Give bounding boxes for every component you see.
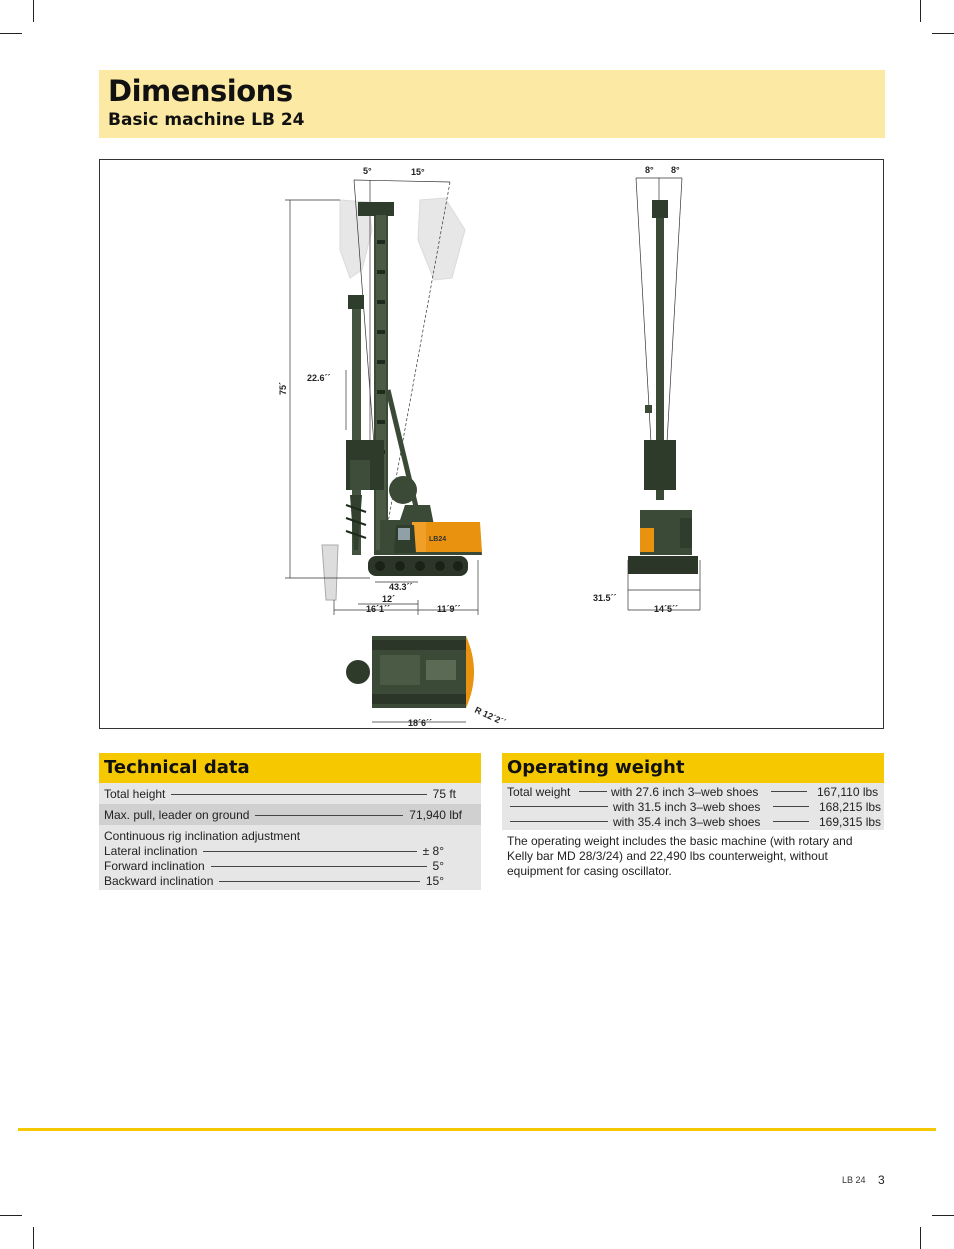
page-number: 3 [878, 1173, 885, 1187]
inclination-backward: Backward inclination 15° [104, 873, 444, 888]
technical-data-header [99, 753, 481, 783]
side-view [278, 166, 482, 615]
angle-backward-label: 15° [411, 167, 425, 177]
operating-weight-note: The operating weight includes the basic machine (with rotary and Kelly bar MD 28/3/24) and 22,490 lbs counterweight, without equipment for casing oscillator. [507, 834, 853, 878]
track-width-label: 14´5´´ [654, 604, 679, 614]
operating-weight-panel [502, 753, 884, 879]
tail-radius-label: R 12´2´´ [473, 704, 508, 728]
inclination-forward: Forward inclination 5° [104, 858, 444, 873]
page-header [99, 70, 885, 138]
front-view [593, 165, 700, 614]
angle-left-label: 8° [645, 165, 654, 175]
crop-mark [932, 1215, 954, 1216]
footer-model: LB 24 [842, 1175, 866, 1185]
page-subtitle: Basic machine LB 24 [108, 110, 305, 130]
tech-row-total-height: Total height 75 ft [99, 783, 481, 804]
weight-row: with 35.4 inch 3–web shoes 169,315 lbs [502, 814, 884, 829]
weight-row: Total weight with 27.6 inch 3–web shoes 167,110 lbs [507, 784, 879, 799]
operating-weight-header [502, 753, 884, 783]
operating-weight-table [502, 783, 884, 830]
technical-data-panel [99, 753, 481, 890]
crop-mark [33, 1227, 34, 1249]
ground-clearance-label: 31.5´´ [593, 593, 617, 603]
page-title: Dimensions [108, 74, 293, 108]
machine-drawings-svg [100, 160, 885, 730]
inclination-block [99, 825, 481, 890]
length-front-label: 16´1´´ [366, 604, 391, 614]
radius-front-label: 12´ [382, 594, 396, 604]
inclination-heading: Continuous rig inclination adjustment [104, 828, 301, 843]
inclination-lateral: Lateral inclination ± 8° [104, 843, 444, 858]
crop-mark [920, 0, 921, 22]
crop-mark [932, 33, 954, 34]
operating-weight-title: Operating weight [507, 757, 685, 778]
angle-forward-label: 5° [363, 166, 372, 176]
leader-dim-label: 22.6´´ [307, 373, 331, 383]
technical-data-title: Technical data [104, 757, 250, 778]
machine-badge: LB24 [429, 536, 447, 543]
weight-row: with 31.5 inch 3–web shoes 168,215 lbs [502, 799, 884, 814]
top-view [346, 636, 507, 728]
dimension-drawing [99, 159, 884, 729]
footer-rule [18, 1128, 936, 1131]
crop-mark [0, 33, 22, 34]
crop-mark [33, 0, 34, 22]
length-rear-label: 11´9´´ [437, 604, 461, 614]
tech-row-max-pull: Max. pull, leader on ground 71,940 lbf [99, 804, 481, 825]
angle-right-label: 8° [671, 165, 680, 175]
track-dim-label: 43.3´´ [389, 582, 413, 592]
total-height-label: 75´ [278, 381, 288, 395]
crop-mark [0, 1215, 22, 1216]
crop-mark [920, 1227, 921, 1249]
top-length-label: 18´6´´ [408, 718, 433, 728]
